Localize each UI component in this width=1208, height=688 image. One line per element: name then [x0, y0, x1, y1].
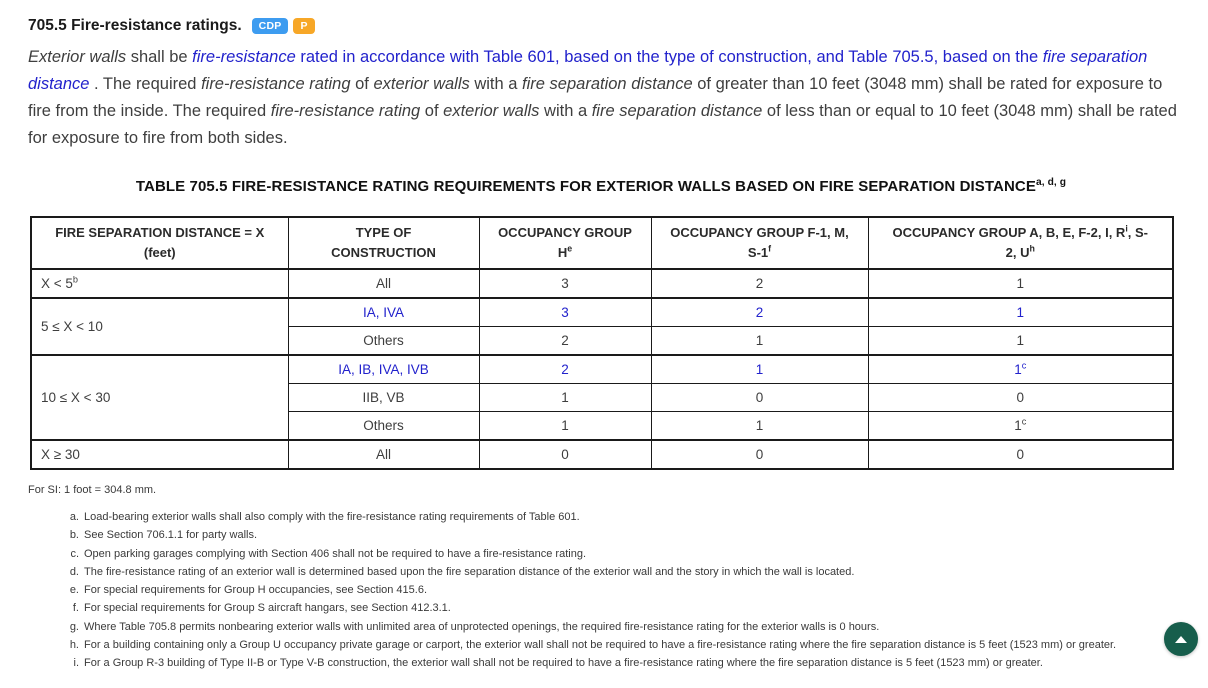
table-row: [31, 269, 1173, 298]
table-cell: Others: [288, 327, 479, 356]
footnote-text: The fire-resistance rating of an exterior wall is determined based upon the fire separation distance of the exterior wall and the story in which the wall is located.: [84, 565, 855, 578]
footnote-item: [65, 563, 1183, 581]
footnote-text: For a building containing only a Group U occupancy private garage or carport, the exterior wall shall not be required to have a fire-resistance rating where the fire separation distance is 5 feet (1523 mm) or greater.: [84, 639, 1117, 652]
table-cell: 0: [651, 384, 868, 412]
link[interactable]: rated in accordance with Table 601, based on the type of construction, and Table 705.5, based on the: [295, 48, 1043, 66]
footnote-item: [65, 599, 1183, 617]
table-cell: 1$^c$: [868, 412, 1173, 441]
table-cell: 0: [651, 440, 868, 469]
body-paragraph: Exterior walls shall be fire-resistance rated in accordance with Table 601, based on the type of construction, and Table 705.5, based on the fire separation distance . The required fire-resistance rating of exterior walls with a fire separation distance of greater than 10 feet (3048 mm) shall be rated for exposure to fire from the inside. The required fire-resistance rating of exterior walls with a fire separation distance of less than or equal to 10 feet (3048 mm) shall be rated for exposure to fire from both sides.: [28, 48, 1177, 147]
column-header: TYPE OF CONSTRUCTION: [288, 217, 479, 269]
footnote-item: [65, 508, 1183, 526]
table-cell-link[interactable]: 2: [651, 298, 868, 327]
footnote-text: Load-bearing exterior walls shall also comply with the fire-resistance rating requirements of Table 601.: [84, 511, 580, 523]
table-cell-link[interactable]: IA, IB, IVA, IVB: [288, 355, 479, 384]
table-row: [31, 298, 1173, 327]
footnote-item: [65, 654, 1183, 672]
footnote-key: e.: [69, 584, 79, 597]
table-cell: X ≥ 30: [31, 440, 288, 469]
footnote-item: [65, 636, 1183, 654]
chevron-up-icon: [1175, 636, 1187, 643]
column-header: FIRE SEPARATION DISTANCE = X (feet): [31, 217, 288, 269]
footnote-text: For a Group R-3 building of Type II-B or Type V-B construction, the exterior wall shall not be required to have a fire-resistance rating where the fire separation distance is 5 feet (1523 mm) or greater.: [84, 657, 1043, 670]
table-cell: 1: [868, 327, 1173, 356]
footnote-item: [65, 526, 1183, 544]
table-cell: 1: [868, 269, 1173, 298]
footnote-key: d.: [69, 565, 79, 578]
table-cell: 2: [479, 327, 651, 356]
table-cell: 0: [479, 440, 651, 469]
column-header: OCCUPANCY GROUP F-1, M, S-1$^f$: [651, 217, 868, 269]
si-conversion-note: For SI: 1 foot = 304.8 mm.: [28, 484, 157, 496]
footnote-text: For special requirements for Group H occupancies, see Section 415.6.: [84, 584, 428, 597]
column-header: OCCUPANCY GROUP A, B, E, F-2, I, $R^i$, S- 2, $U^h$: [868, 217, 1173, 269]
table-row: [31, 355, 1173, 384]
fire-rating-table: [30, 216, 1174, 470]
table-cell-link[interactable]: 1$^c$: [868, 355, 1173, 384]
table-title: TABLE 705.5 FIRE-RESISTANCE RATING REQUIREMENTS FOR EXTERIOR WALLS BASED ON FIRE SEPARATION DISTANCE$^{a, d, g}$: [135, 177, 1067, 195]
table-cell: Others: [288, 412, 479, 441]
table-cell: $X < 5^b$: [31, 269, 288, 298]
premium-badge[interactable]: P: [293, 18, 314, 35]
link[interactable]: fire separation distance: [28, 48, 1148, 93]
table-cell: 0: [868, 384, 1173, 412]
scroll-to-top-button[interactable]: [1164, 622, 1198, 656]
link[interactable]: fire-resistance: [192, 48, 296, 66]
footnote-key: b.: [69, 529, 79, 542]
footnote-key: f.: [72, 602, 79, 615]
table-cell: IIB, VB: [288, 384, 479, 412]
table-row: [31, 440, 1173, 469]
table-cell: 1: [479, 384, 651, 412]
table-cell: 3: [479, 269, 651, 298]
section-heading-row: [28, 17, 1183, 35]
table-cell: 0: [868, 440, 1173, 469]
heading-badges: [252, 18, 315, 35]
footnote-text: Where Table 705.8 permits nonbearing exterior walls with unlimited area of unprotected openings, the required fire-resistance rating for the exterior walls is 0 hours.: [84, 620, 880, 633]
cdp-badge[interactable]: CDP: [252, 18, 289, 35]
column-header: OCCUPANCY GROUP $H^e$: [479, 217, 651, 269]
table-cell-link[interactable]: 3: [479, 298, 651, 327]
footnote-key: c.: [70, 547, 79, 560]
table-header-row: [31, 217, 1173, 269]
footnote-text: Open parking garages complying with Section 406 shall not be required to have a fire-resistance rating.: [84, 547, 587, 560]
footnote-key: h.: [69, 639, 79, 652]
footnote-text: See Section 706.1.1 for party walls.: [84, 529, 258, 542]
table-cell-link[interactable]: 2: [479, 355, 651, 384]
table-cell-link[interactable]: IA, IVA: [288, 298, 479, 327]
table-cell: 1: [479, 412, 651, 441]
table-cell: 10 ≤ X < 30: [31, 355, 288, 440]
table-cell: 1: [651, 327, 868, 356]
footnote-list: [65, 508, 1183, 673]
footnote-item: [65, 618, 1183, 636]
table-cell: All: [288, 269, 479, 298]
table-cell-link[interactable]: 1: [651, 355, 868, 384]
table-cell-link[interactable]: 1: [868, 298, 1173, 327]
table-cell: 5 ≤ X < 10: [31, 298, 288, 355]
section-heading: 705.5 Fire-resistance ratings.: [28, 17, 242, 34]
table-body: [31, 269, 1173, 469]
footnote-item: [65, 545, 1183, 563]
footnote-key: a.: [69, 511, 79, 523]
footnote-item: [65, 581, 1183, 599]
table-cell: All: [288, 440, 479, 469]
footnote-text: For special requirements for Group S aircraft hangars, see Section 412.3.1.: [84, 602, 451, 615]
footnote-key: g.: [69, 620, 79, 633]
table-cell: 1: [651, 412, 868, 441]
table-cell: 2: [651, 269, 868, 298]
footnote-key: i.: [73, 657, 79, 670]
